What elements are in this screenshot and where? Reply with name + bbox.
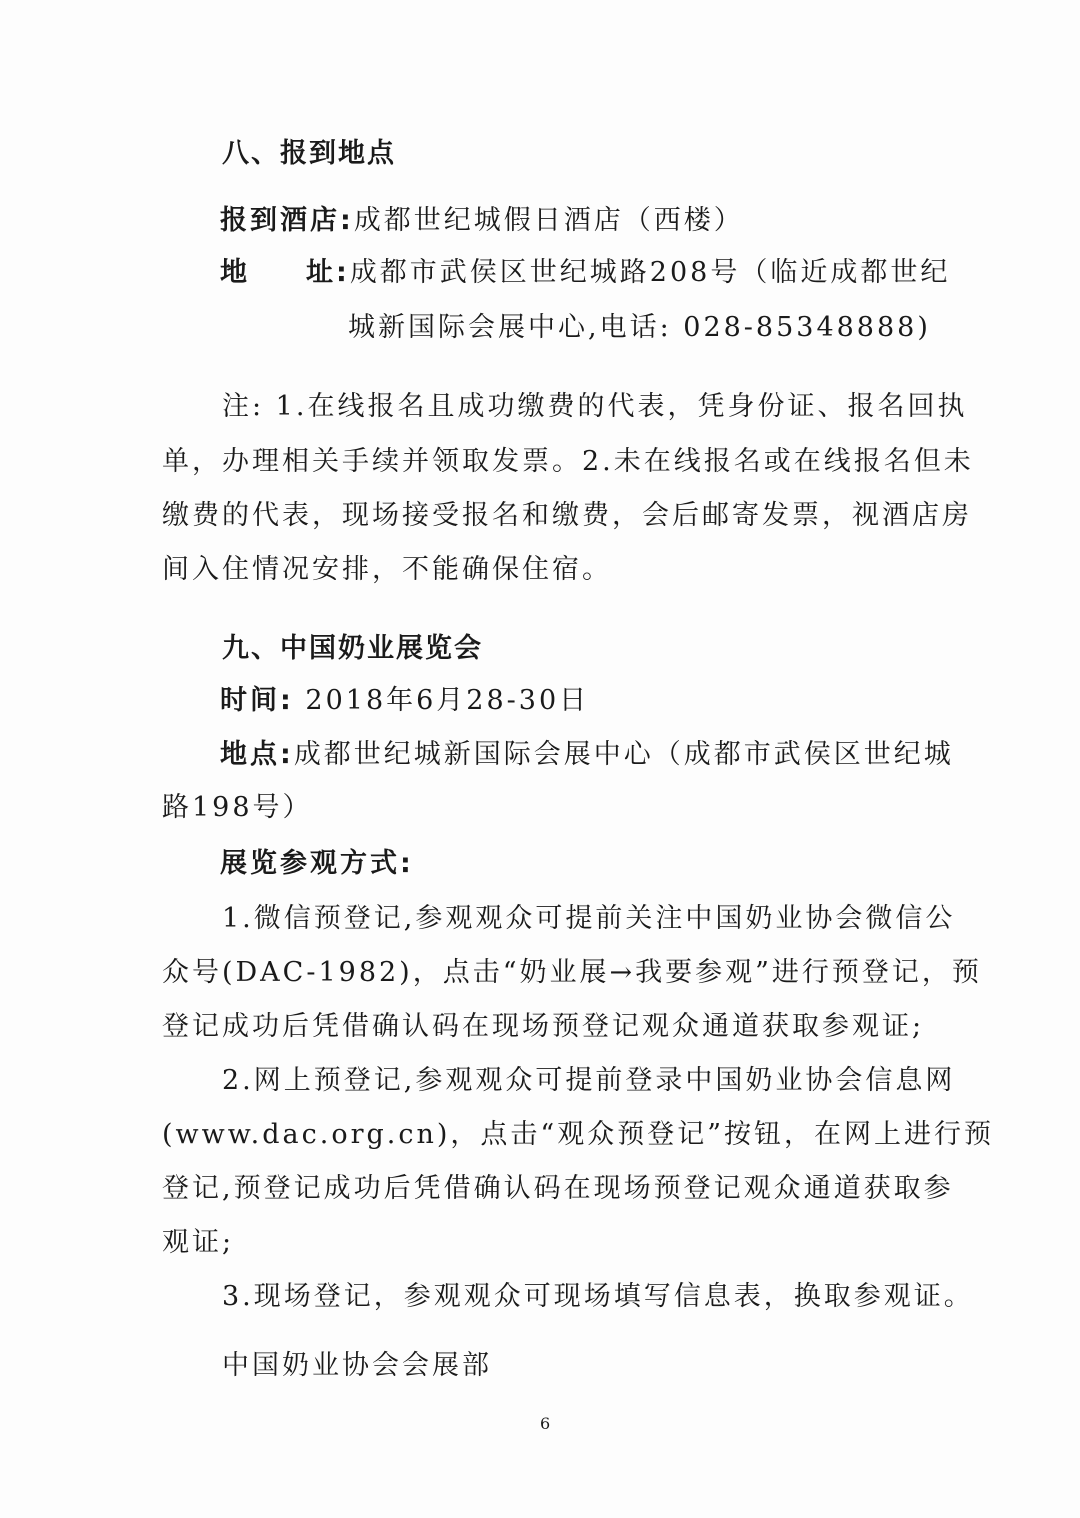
- visit-line: (www.dac.org.cn)，点击“观众预登记”按钮，在网上进行预: [162, 1119, 995, 1150]
- visit-line: 登记,预登记成功后凭借确认码在现场预登记观众通道获取参: [162, 1173, 954, 1204]
- address-line1: 成都市武侯区世纪城路208号（临近成都世纪: [349, 257, 951, 288]
- visit-line: 2.网上预登记,参观观众可提前登录中国奶业协会信息网: [222, 1065, 956, 1096]
- note-line: 单，办理相关手续并领取发票。2.未在线报名或在线报名但未: [162, 446, 974, 477]
- address-label-1: 地: [220, 257, 250, 288]
- address-row: [220, 256, 950, 290]
- page-number: 6: [540, 1414, 551, 1433]
- note-line: 注: 1.在线报名且成功缴费的代表，凭身份证、报名回执: [222, 391, 968, 422]
- visit-label: 展览参观方式:: [220, 848, 414, 879]
- visit-line: 登记成功后凭借确认码在现场预登记观众通道获取参观证;: [162, 1011, 925, 1042]
- hotel-row: [220, 204, 744, 238]
- place-label: 地点:: [220, 739, 294, 770]
- place-row: [220, 738, 954, 772]
- section9-heading: 九、中国奶业展览会: [222, 633, 483, 664]
- place-line2: 路198号）: [162, 792, 313, 823]
- visit-line: 观证;: [162, 1227, 235, 1258]
- visit-line: 3.现场登记，参观观众可现场填写信息表，换取参观证。: [222, 1281, 974, 1312]
- time-label: 时间:: [220, 685, 294, 716]
- address-line2: 城新国际会展中心,电话: 028-85348888): [348, 312, 931, 343]
- hotel-label: 报到酒店:: [220, 205, 354, 236]
- note-line: 间入住情况安排，不能确保住宿。: [162, 554, 612, 585]
- visit-line: 1.微信预登记,参观观众可提前关注中国奶业协会微信公: [222, 903, 956, 934]
- signature: 中国奶业协会会展部: [222, 1350, 492, 1381]
- time-row: [220, 684, 589, 718]
- time-value: 2018年6月28-30日: [305, 685, 590, 716]
- section8-heading: 八、报到地点: [222, 138, 396, 169]
- visit-line: 众号(DAC-1982)，点击“奶业展→我要参观”进行预登记，预: [162, 957, 982, 988]
- address-label-2: 址:: [306, 257, 350, 288]
- hotel-value: 成都世纪城假日酒店（西楼）: [353, 205, 744, 236]
- note-line: 缴费的代表，现场接受报名和缴费，会后邮寄发票，视酒店房: [162, 500, 972, 531]
- place-line1: 成都世纪城新国际会展中心（成都市武侯区世纪城: [293, 739, 954, 770]
